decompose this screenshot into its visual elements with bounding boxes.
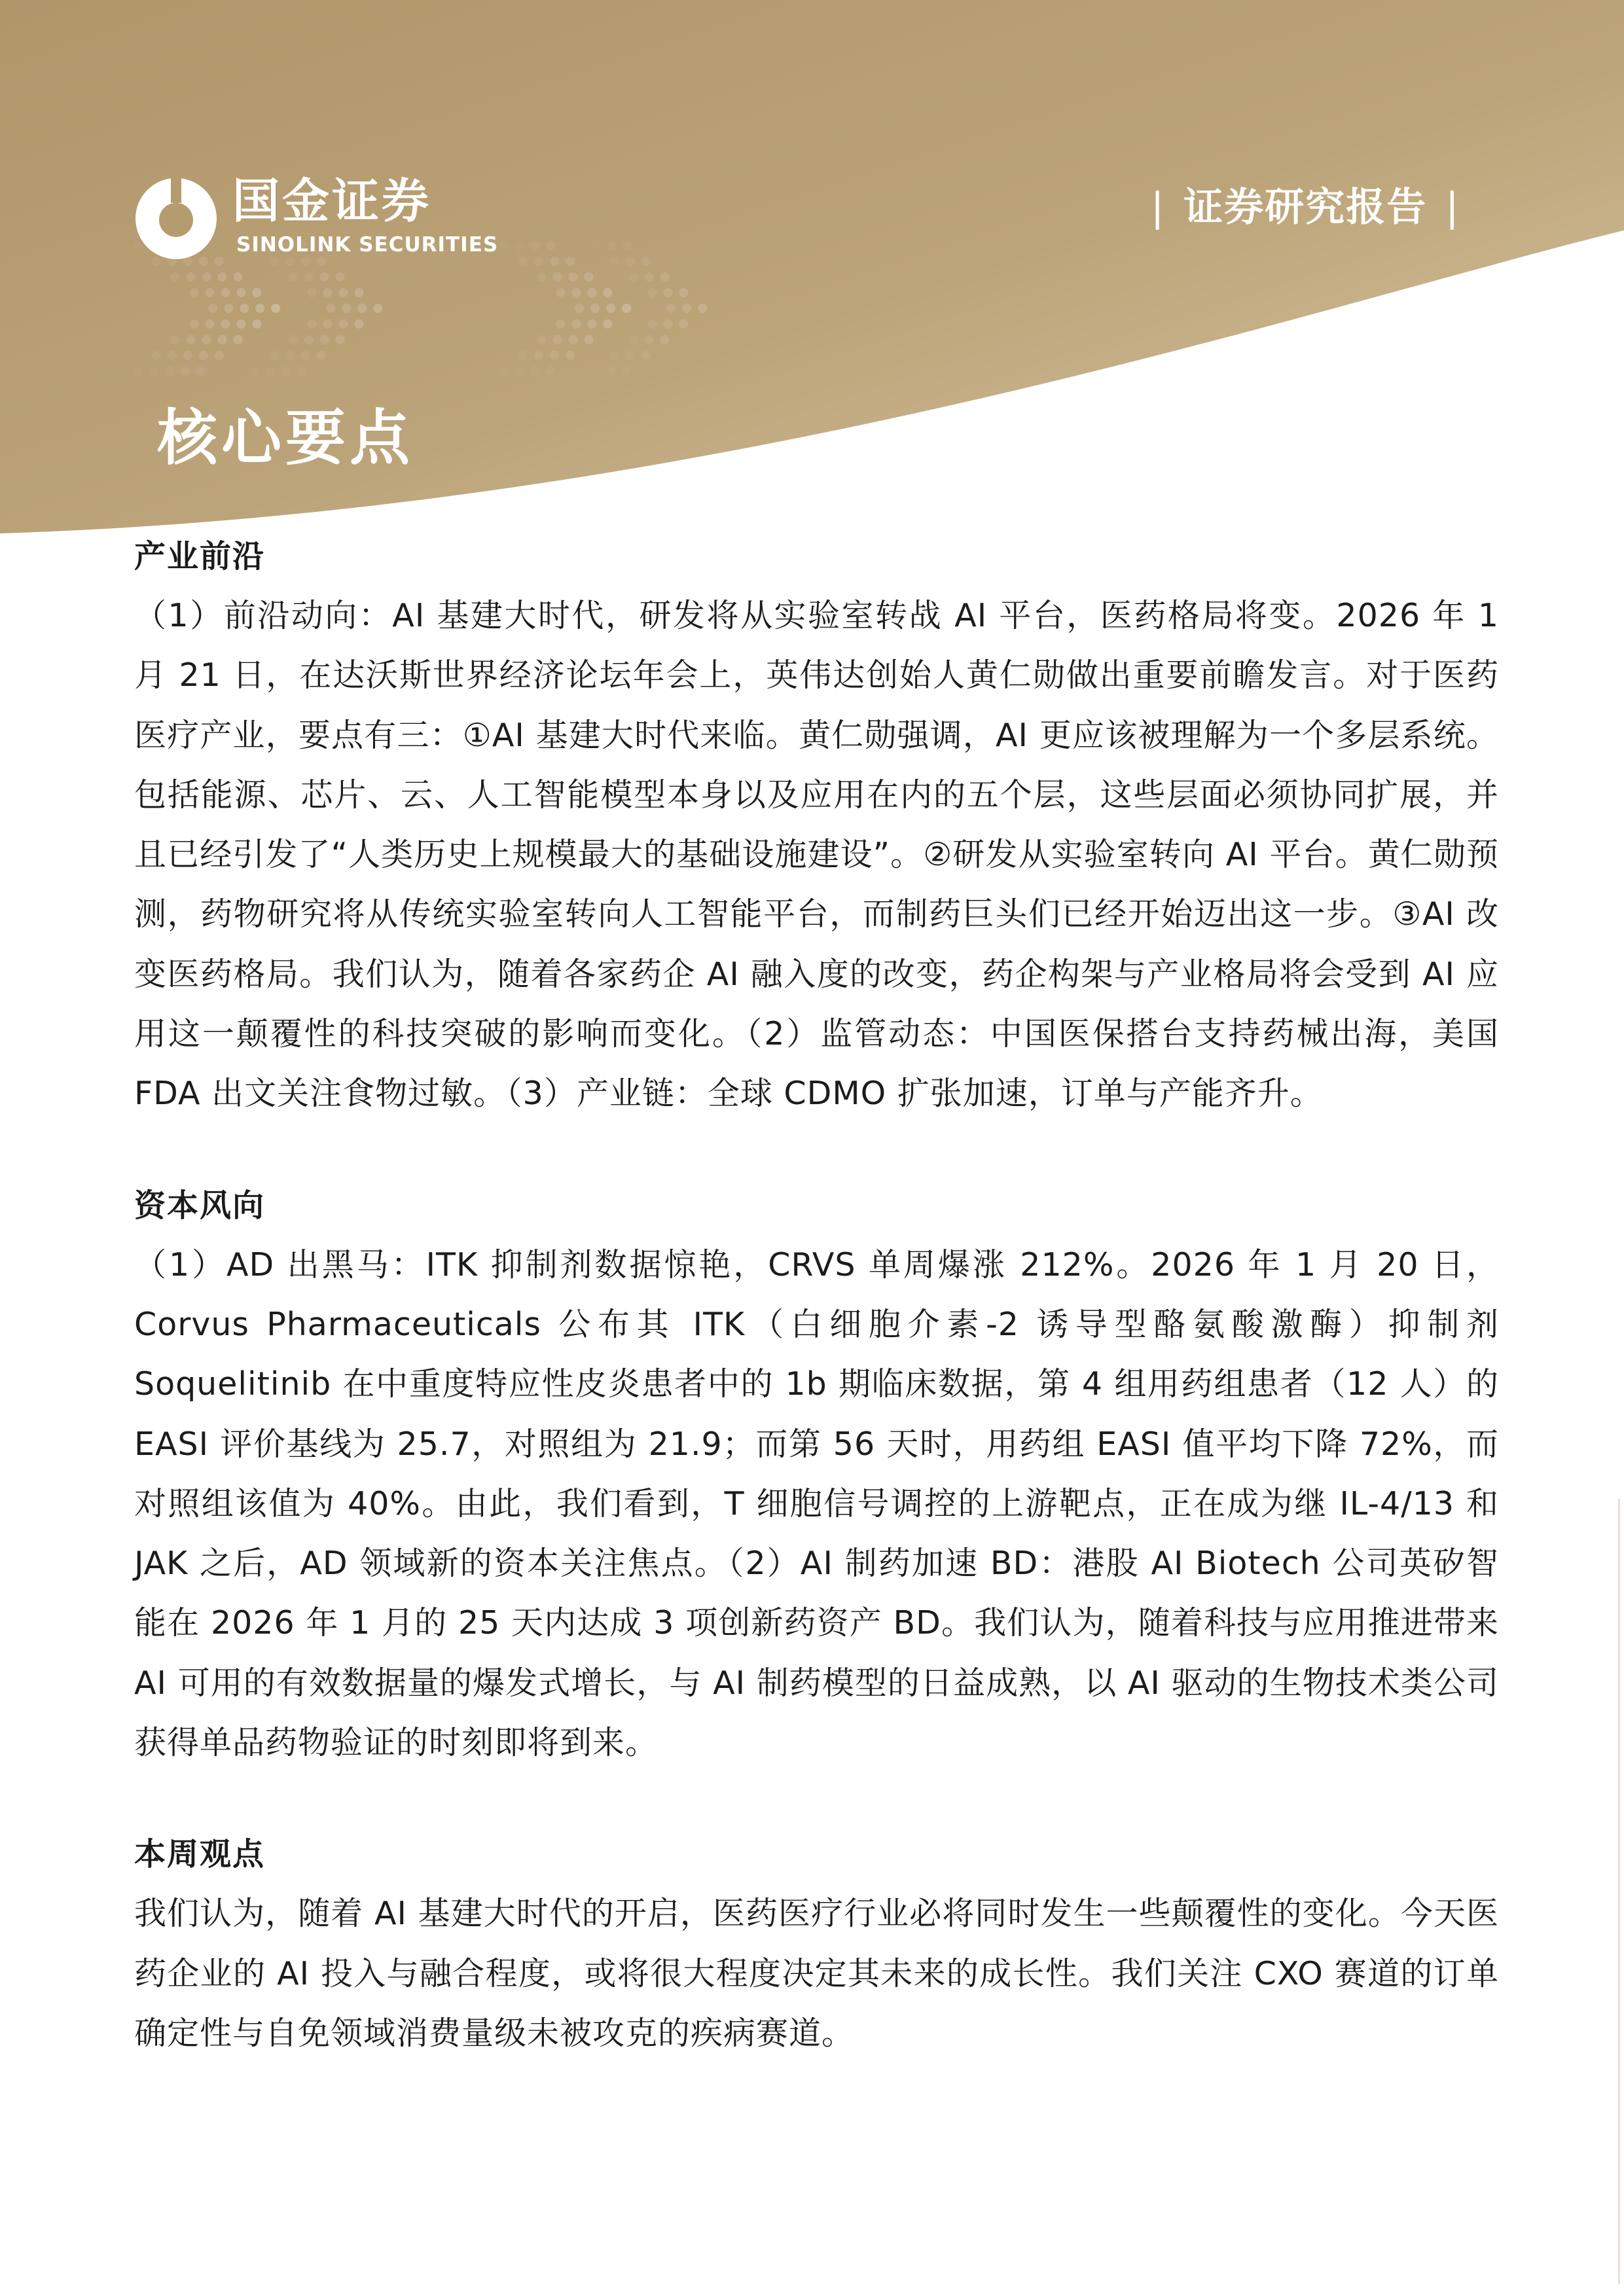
decorative-dot bbox=[338, 319, 348, 329]
section-heading: 产业前沿 bbox=[134, 538, 266, 575]
decorative-dot bbox=[218, 335, 227, 344]
main-content bbox=[134, 533, 1499, 2063]
decorative-dot bbox=[682, 304, 691, 313]
decorative-dot bbox=[603, 319, 612, 329]
decorative-dot bbox=[251, 367, 260, 376]
decorative-dot bbox=[622, 304, 631, 313]
decorative-dot bbox=[623, 367, 632, 376]
decorative-dot bbox=[202, 272, 211, 281]
decorative-dot bbox=[336, 272, 345, 281]
decorative-dot bbox=[571, 319, 581, 329]
decorative-dot bbox=[317, 351, 326, 360]
decorative-dot bbox=[199, 351, 208, 360]
decorative-dot bbox=[234, 272, 243, 281]
decorative-dot bbox=[629, 335, 638, 344]
decorative-dot bbox=[342, 304, 351, 313]
decorative-dot bbox=[266, 367, 276, 376]
logo-chinese-name: 国金证券 bbox=[232, 173, 432, 228]
decorative-dot bbox=[531, 241, 540, 250]
decorative-dot bbox=[587, 288, 596, 297]
decorative-dot bbox=[357, 304, 367, 313]
decorative-dot bbox=[304, 335, 314, 344]
report-type-label: 证券研究报告 bbox=[1183, 185, 1428, 230]
section-body: 我们认为，随着 AI 基建大时代的开启，医药医疗行业必将同时发生一些颠覆性的变化。今天医药企业的 AI 投入与融合程度，或将很大程度决定其未来的成长性。我们关注 CXO 赛道的订单确定性与自免领域消费量级未被攻克的疾病赛道。 bbox=[134, 1895, 1499, 2052]
decorative-dot bbox=[133, 367, 142, 376]
decorative-dot bbox=[171, 272, 180, 281]
decorative-dot bbox=[571, 288, 581, 297]
decorative-dot bbox=[187, 272, 196, 281]
decorative-dot bbox=[338, 288, 348, 297]
decorative-dot bbox=[234, 335, 243, 344]
decorative-dot bbox=[499, 367, 509, 376]
decorative-dot bbox=[666, 304, 676, 313]
section-industry-frontier bbox=[134, 533, 1499, 1124]
decorative-dot bbox=[289, 335, 298, 344]
decorative-dot bbox=[208, 304, 217, 313]
decorative-dot bbox=[205, 319, 214, 329]
decorative-dot bbox=[569, 272, 578, 281]
decorative-dot bbox=[326, 304, 335, 313]
decorative-dot bbox=[566, 351, 575, 360]
section-weekly-view bbox=[134, 1831, 1499, 2063]
decorative-dot bbox=[626, 351, 635, 360]
decorative-dot bbox=[566, 257, 575, 266]
decorative-dot bbox=[663, 319, 672, 329]
decorative-dot bbox=[202, 335, 211, 344]
section-body: （1）AD 出黑马：ITK 抑制剂数据惊艳，CRVS 单周爆涨 212%。2026 年 1 月 20 日，Corvus Pharmaceuticals 公布其 ITK（白细胞介素-2 诱导型酪氨酸激酶）抑制剂 Soquelitinib 在中重度特应性皮炎患者中的 1b 期临床数据，第 4 组用药组患者（12 人）的 EASI 评价基线为 25.7，对照组为 21.9；而第 56 天时，用药组 EASI 值平均下降 72%，而对照组该值为 40%。由此，我们看到，T 细胞信号调控的上游靶点，正在成为继 IL-4/13 和 JAK 之后，AD 领域新的资本关注焦点。（2）AI 制药加速 BD：港股 AI Biotech 公司英矽智能在 2026 年 1 月的 25 天内达成 3 项创新药资产 BD。我们认为，随着科技与应用推进带来 AI 可用的有效数据量的爆发式增长，与 AI 制药模型的日益成熟，以 AI 驱动的生物技术类公司获得单品药物验证的时刻即将到来。 bbox=[134, 1246, 1499, 1762]
decorative-dot bbox=[537, 272, 547, 281]
decorative-dot bbox=[537, 335, 547, 344]
decorative-dot bbox=[679, 288, 688, 297]
decorative-dot bbox=[610, 257, 619, 266]
decorative-dot bbox=[180, 367, 189, 376]
decorative-dot bbox=[171, 335, 180, 344]
decorative-dot bbox=[547, 367, 556, 376]
decorative-dot bbox=[252, 319, 261, 329]
decorative-dot bbox=[236, 288, 245, 297]
decorative-dot bbox=[215, 351, 224, 360]
decorative-dot bbox=[610, 351, 619, 360]
decorative-dot bbox=[224, 304, 233, 313]
decorative-dot bbox=[187, 335, 196, 344]
section-capital-trends bbox=[134, 1183, 1499, 1773]
decorative-dot bbox=[556, 288, 565, 297]
decorative-dot bbox=[285, 351, 295, 360]
decorative-dot bbox=[591, 241, 600, 250]
decorative-dot bbox=[518, 351, 528, 360]
decorative-dot bbox=[647, 288, 657, 297]
decorative-dot bbox=[534, 351, 543, 360]
decorative-dot bbox=[323, 319, 332, 329]
decorative-dot bbox=[189, 288, 198, 297]
decorative-dot bbox=[282, 367, 291, 376]
decorative-dot bbox=[304, 272, 314, 281]
decorative-dot bbox=[289, 272, 298, 281]
decorative-dot bbox=[607, 367, 616, 376]
decorative-dot bbox=[515, 367, 524, 376]
decorative-dot bbox=[221, 288, 230, 297]
decorative-dot bbox=[645, 335, 654, 344]
decorative-dot bbox=[660, 272, 670, 281]
logo-english-name: SINOLINK SECURITIES bbox=[236, 233, 499, 257]
decorative-dot bbox=[679, 319, 688, 329]
decorative-dot bbox=[534, 257, 543, 266]
decorative-dot bbox=[271, 304, 280, 313]
decorative-dot bbox=[218, 272, 227, 281]
decorative-dot bbox=[553, 335, 562, 344]
decorative-dot bbox=[189, 319, 198, 329]
tag-divider-left: | bbox=[1151, 185, 1166, 230]
decorative-dot bbox=[270, 351, 279, 360]
decorative-dot bbox=[320, 272, 329, 281]
decorative-dot bbox=[499, 241, 509, 250]
decorative-dot bbox=[221, 319, 230, 329]
decorative-dot bbox=[575, 304, 584, 313]
decorative-dot bbox=[585, 272, 594, 281]
decorative-dot bbox=[255, 304, 264, 313]
decorative-dot bbox=[531, 367, 540, 376]
logo-mark-icon bbox=[134, 177, 218, 260]
decorative-dot bbox=[550, 257, 559, 266]
decorative-dot bbox=[320, 335, 329, 344]
decorative-dot bbox=[168, 351, 177, 360]
decorative-dot bbox=[587, 319, 596, 329]
decorative-dot bbox=[152, 351, 161, 360]
section-spacer bbox=[134, 1772, 1499, 1831]
decorative-dot bbox=[556, 319, 565, 329]
decorative-dot bbox=[196, 367, 205, 376]
decorative-dot bbox=[663, 288, 672, 297]
decorative-dot bbox=[336, 335, 345, 344]
decorative-dot bbox=[547, 241, 556, 250]
decorative-dot bbox=[569, 335, 578, 344]
report-type-tag bbox=[1132, 178, 1478, 237]
decorative-dot bbox=[585, 335, 594, 344]
decorative-dot bbox=[354, 319, 363, 329]
company-logo bbox=[134, 169, 501, 267]
decorative-dot bbox=[307, 288, 316, 297]
section-spacer bbox=[134, 1124, 1499, 1183]
decorative-dot bbox=[550, 351, 559, 360]
decorative-dot bbox=[629, 272, 638, 281]
tag-divider-right: | bbox=[1445, 185, 1460, 230]
decorative-dot bbox=[623, 241, 632, 250]
section-body: （1）前沿动向：AI 基建大时代，研发将从实验室转战 AI 平台，医药格局将变。2026 年 1 月 21 日，在达沃斯世界经济论坛年会上，英伟达创始人黄仁勋做出重要前瞻发言。对于医药医疗产业，要点有三：①AI 基建大时代来临。黄仁勋强调，AI 更应该被理解为一个多层系统。包括能源、芯片、云、人工智能模型本身以及应用在内的五个层，这些层面必须协同扩展，并且已经引发了“人类历史上规模最大的基础设施建设”。②研发从实验室转向 AI 平台。黄仁勋预测，药物研究将从传统实验室转向人工智能平台，而制药巨头们已经开始迈出这一步。③AI 改变医药格局。我们认为，随着各家药企 AI 融入度的改变，药企构架与产业格局将会受到 AI 应用这一颠覆性的科技突破的影响而变化。（2）监管动态：中国医保搭台支持药械出海，美国 FDA 出文关注食物过敏。（3）产业链：全球 CDMO 扩张加速，订单与产能齐升。 bbox=[134, 597, 1499, 1113]
page-title: 核心要点 bbox=[157, 403, 414, 473]
decorative-dot bbox=[591, 367, 600, 376]
section-heading: 本周观点 bbox=[134, 1836, 266, 1873]
decorative-dot bbox=[298, 367, 307, 376]
decorative-dot bbox=[641, 351, 651, 360]
decorative-dot bbox=[301, 351, 310, 360]
decorative-dot bbox=[149, 367, 158, 376]
decorative-dot bbox=[553, 272, 562, 281]
decorative-dot bbox=[518, 257, 528, 266]
decorative-dot bbox=[603, 288, 612, 297]
decorative-dot bbox=[307, 319, 316, 329]
decorative-dot bbox=[205, 288, 214, 297]
decorative-dot bbox=[164, 367, 173, 376]
decorative-dot bbox=[252, 288, 261, 297]
decorative-dot bbox=[354, 288, 363, 297]
section-heading: 资本风向 bbox=[134, 1187, 266, 1224]
decorative-dot bbox=[607, 241, 616, 250]
decorative-dot bbox=[590, 304, 600, 313]
decorative-dot bbox=[373, 304, 382, 313]
decorative-dot bbox=[183, 351, 192, 360]
decorative-dot bbox=[240, 304, 249, 313]
decorative-dot bbox=[323, 288, 332, 297]
decorative-dot bbox=[626, 257, 635, 266]
decorative-dot bbox=[515, 241, 524, 250]
decorative-dot bbox=[660, 335, 670, 344]
decorative-dot bbox=[647, 319, 657, 329]
decorative-dot bbox=[698, 304, 707, 313]
decorative-dot bbox=[606, 304, 615, 313]
decorative-dot bbox=[641, 257, 651, 266]
page-edge-line bbox=[1618, 1499, 1620, 2284]
decorative-dot bbox=[236, 319, 245, 329]
decorative-dot bbox=[645, 272, 654, 281]
